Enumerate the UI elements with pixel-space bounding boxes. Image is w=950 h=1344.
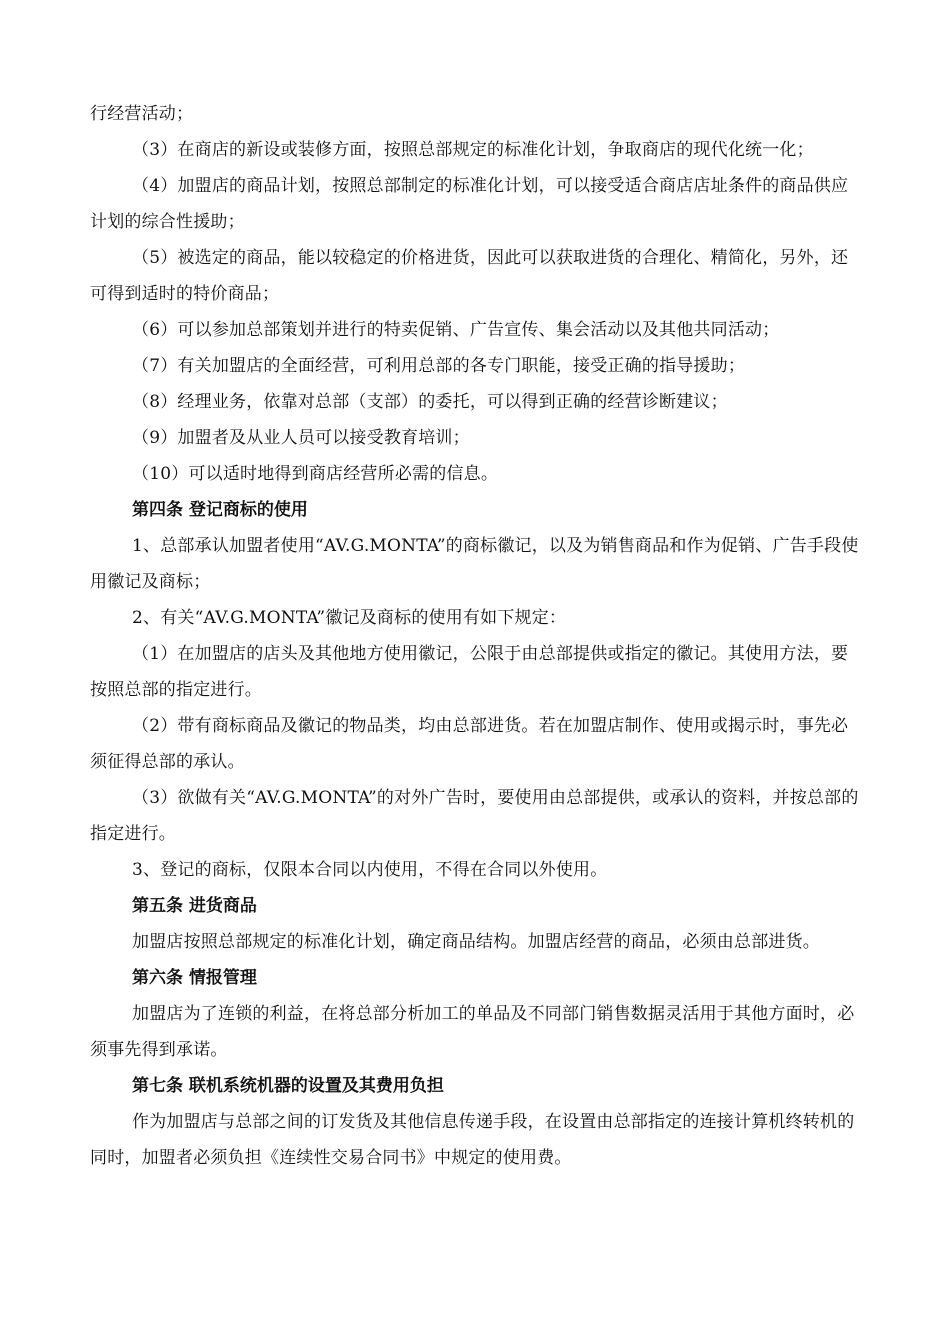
paragraph: （10）可以适时地得到商店经营所必需的信息。 [132, 464, 499, 484]
paragraph: （4）加盟店的商品计划，按照总部制定的标准化计划，可以接受适合商店店址条件的商品供应计划的综合性援助； [90, 176, 849, 232]
document-body [90, 96, 865, 1176]
paragraph: 行经营活动； [90, 104, 194, 124]
paragraph: （1）在加盟店的店头及其他地方使用徽记，公限于由总部提供或指定的徽记。其使用方法，要按照总部的指定进行。 [90, 644, 849, 700]
paragraph: （3）在商店的新设或装修方面，按照总部规定的标准化计划，争取商店的现代化统一化； [132, 140, 814, 160]
paragraph: （3）欲做有关“AV.G.MONTA”的对外广告时，要使用由总部提供，或承认的资料，并按总部的指定进行。 [90, 788, 859, 844]
paragraph: 作为加盟店与总部之间的订发货及其他信息传递手段，在设置由总部指定的连接计算机终转机的同时，加盟者必须负担《连续性交易合同书》中规定的使用费。 [90, 1112, 855, 1168]
paragraph: 1、总部承认加盟者使用“AV.G.MONTA”的商标徽记，以及为销售商品和作为促销、广告手段使用徽记及商标； [90, 536, 859, 592]
paragraph: （8）经理业务，依靠对总部（支部）的委托，可以得到正确的经营诊断建议； [132, 392, 728, 412]
paragraph: 加盟店为了连锁的利益，在将总部分析加工的单品及不同部门销售数据灵活用于其他方面时，必须事先得到承诺。 [90, 1004, 855, 1060]
paragraph: 3、登记的商标，仅限本合同以内使用，不得在合同以外使用。 [132, 860, 608, 880]
paragraph: （2）带有商标商品及徽记的物品类，均由总部进货。若在加盟店制作、使用或揭示时，事先必须征得总部的承认。 [90, 716, 849, 772]
paragraph: 2、有关“AV.G.MONTA”徽记及商标的使用有如下规定： [132, 608, 567, 628]
paragraph: （9）加盟者及从业人员可以接受教育培训； [132, 428, 470, 448]
paragraph: 加盟店按照总部规定的标准化计划，确定商品结构。加盟店经营的商品，必须由总部进货。 [132, 932, 820, 952]
paragraph: （7）有关加盟店的全面经营，可利用总部的各专门职能，接受正确的指导援助； [132, 356, 746, 376]
paragraph: （6）可以参加总部策划并进行的特卖促销、广告宣传、集会活动以及其他共同活动； [132, 320, 780, 340]
section-heading: 第四条 登记商标的使用 [132, 500, 308, 520]
paragraph: （5）被选定的商品，能以较稳定的价格进货，因此可以获取进货的合理化、精简化，另外，还可得到适时的特价商品； [90, 248, 849, 304]
section-heading: 第六条 情报管理 [132, 968, 257, 988]
section-heading: 第五条 进货商品 [132, 896, 257, 916]
section-heading: 第七条 联机系统机器的设置及其费用负担 [132, 1076, 444, 1096]
